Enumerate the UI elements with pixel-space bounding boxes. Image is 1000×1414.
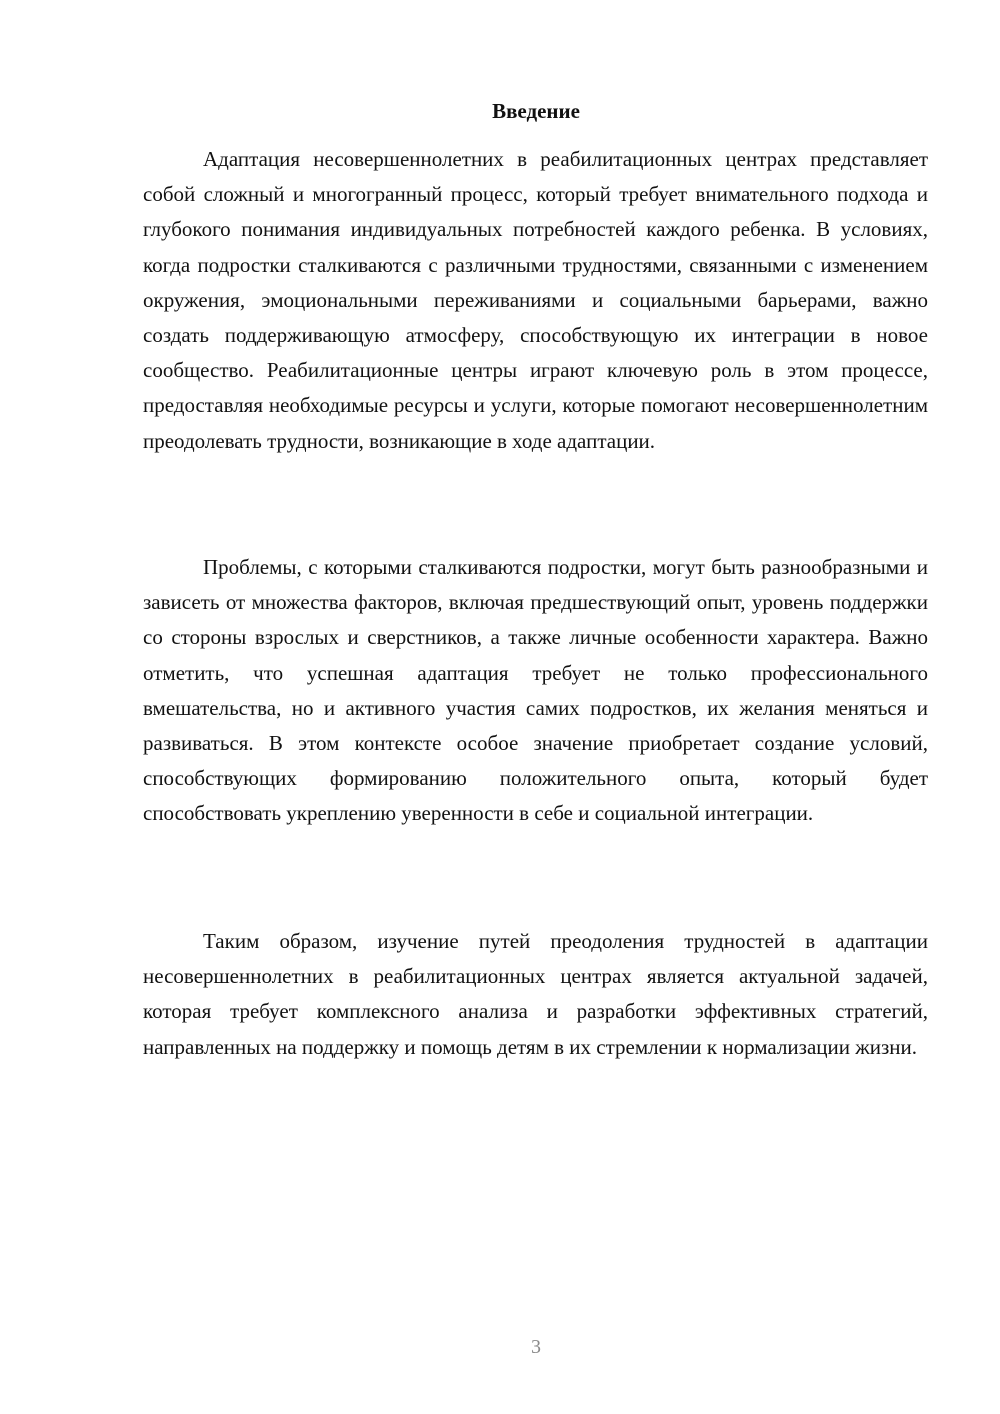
section-heading: Введение — [492, 99, 580, 123]
paragraph-1: Адаптация несовершеннолетних в реабилитационных центрах представляет собой сложный и многогранный процесс, который требует внимательного подхода и глубокого понимания индивидуальных потребностей каждого ребенка. В условиях, когда подростки сталкиваются с различными трудностями, связанными с изменением окружения, эмоциональными переживаниями и социальными барьерами, важно создать поддерживающую атмосферу, способствующую их интеграции в новое сообщество. Реабилитационные центры играют ключевую роль в этом процессе, предоставляя необходимые ресурсы и услуги, которые помогают несовершеннолетним преодолевать трудности, возникающие в ходе адаптации. — [143, 147, 928, 453]
page-number: 3 — [531, 1336, 541, 1358]
paragraph-3: Таким образом, изучение путей преодоления трудностей в адаптации несовершеннолетних в реабилитационных центрах является актуальной задачей, которая требует комплексного анализа и разработки эффективных стратегий, направленных на поддержку и помощь детям в их стремлении к нормализации жизни. — [143, 929, 928, 1059]
paragraph-2: Проблемы, с которыми сталкиваются подростки, могут быть разнообразными и зависеть от множества факторов, включая предшествующий опыт, уровень поддержки со стороны взрослых и сверстников, а также личные особенности характера. Важно отметить, что успешная адаптация требует не только профессионального вмешательства, но и активного участия самих подростков, их желания меняться и развиваться. В этом контексте особое значение приобретает создание условий, способствующих формированию положительного опыта, который будет способствовать укреплению уверенности в себе и социальной интеграции. — [143, 555, 928, 826]
